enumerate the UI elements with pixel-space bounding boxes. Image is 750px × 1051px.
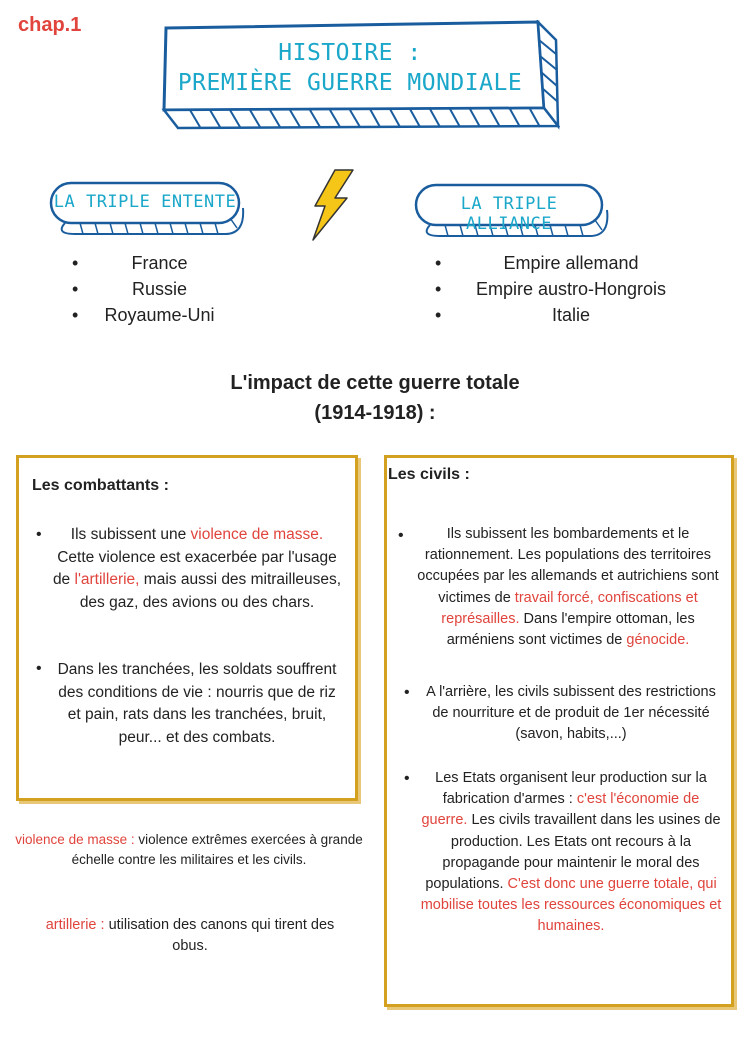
civils-paragraph-1: Ils subissent les bombardements et le rationnement. Les populations des territoires occupées par les allemands et autrichiens sont victimes de travail forcé, confiscations et représailles. Dans l'empire ottoman, les arméniens sont victimes de génocide.: [417, 526, 719, 649]
list-item: • Empire austro-Hongrois: [435, 276, 707, 302]
chapter-label: chap.1: [18, 14, 82, 36]
list-item: • Russie: [72, 276, 247, 302]
list-item: • Empire allemand: [435, 250, 707, 276]
alliance-list: [435, 250, 707, 328]
title-line-1: HISTOIRE :: [278, 40, 422, 66]
definition-artillerie: artillerie : utilisation des canons qui tirent des obus.: [45, 917, 335, 954]
entente-list: [72, 250, 247, 328]
combattants-heading: Les combattants :: [32, 477, 169, 494]
combattants-paragraph-2: Dans les tranchées, les soldats souffrent des conditions de vie : nourris que de riz et pain, rats dans les tranchées, bruit, peur... et des combats.: [57, 661, 337, 746]
bullet: •: [404, 770, 410, 787]
bullet: •: [398, 527, 404, 544]
title-line-2: PREMIÈRE GUERRE MONDIALE: [177, 70, 523, 96]
impact-line-1: L'impact de cette guerre totale: [230, 372, 520, 394]
page-title: [165, 38, 535, 98]
bullet: •: [36, 526, 42, 543]
alliance-label: LA TRIPLE ALLIANCE: [460, 194, 558, 234]
list-item: • Italie: [435, 302, 707, 328]
civils-paragraph-3: Les Etats organisent leur production sur la fabrication d'armes : c'est l'économie de guerre. Les civils travaillent dans les usines de production. Les Etats ont recours à la propagande pour maintenir le moral des populations. C'est donc une guerre totale, qui mobilise toutes les ressources économiques et humaines.: [420, 770, 722, 935]
bullet: •: [36, 660, 42, 677]
combattants-paragraph-1: Ils subissent une violence de masse. Cette violence est exacerbée par l'usage de l'artillerie, mais aussi des mitrailleuses, des gaz, des avions ou des chars.: [52, 526, 342, 611]
bullet: •: [404, 684, 410, 701]
civils-paragraph-2: A l'arrière, les civils subissent des restrictions de nourriture et de produit de 1er nécessité (savon, habits,...): [426, 684, 716, 743]
entente-label: LA TRIPLE ENTENTE: [53, 192, 237, 212]
list-item: • Royaume-Uni: [72, 302, 247, 328]
impact-line-2: (1914-1918) :: [314, 402, 436, 424]
list-item: • France: [72, 250, 247, 276]
combattants-box: [16, 455, 358, 801]
impact-heading: [50, 368, 700, 428]
lightning-icon: [305, 168, 357, 242]
civils-heading: Les civils :: [388, 466, 470, 483]
definition-violence-de-masse: violence de masse : violence extrêmes exercées à grande échelle contre les militaires et les civils.: [15, 832, 363, 867]
